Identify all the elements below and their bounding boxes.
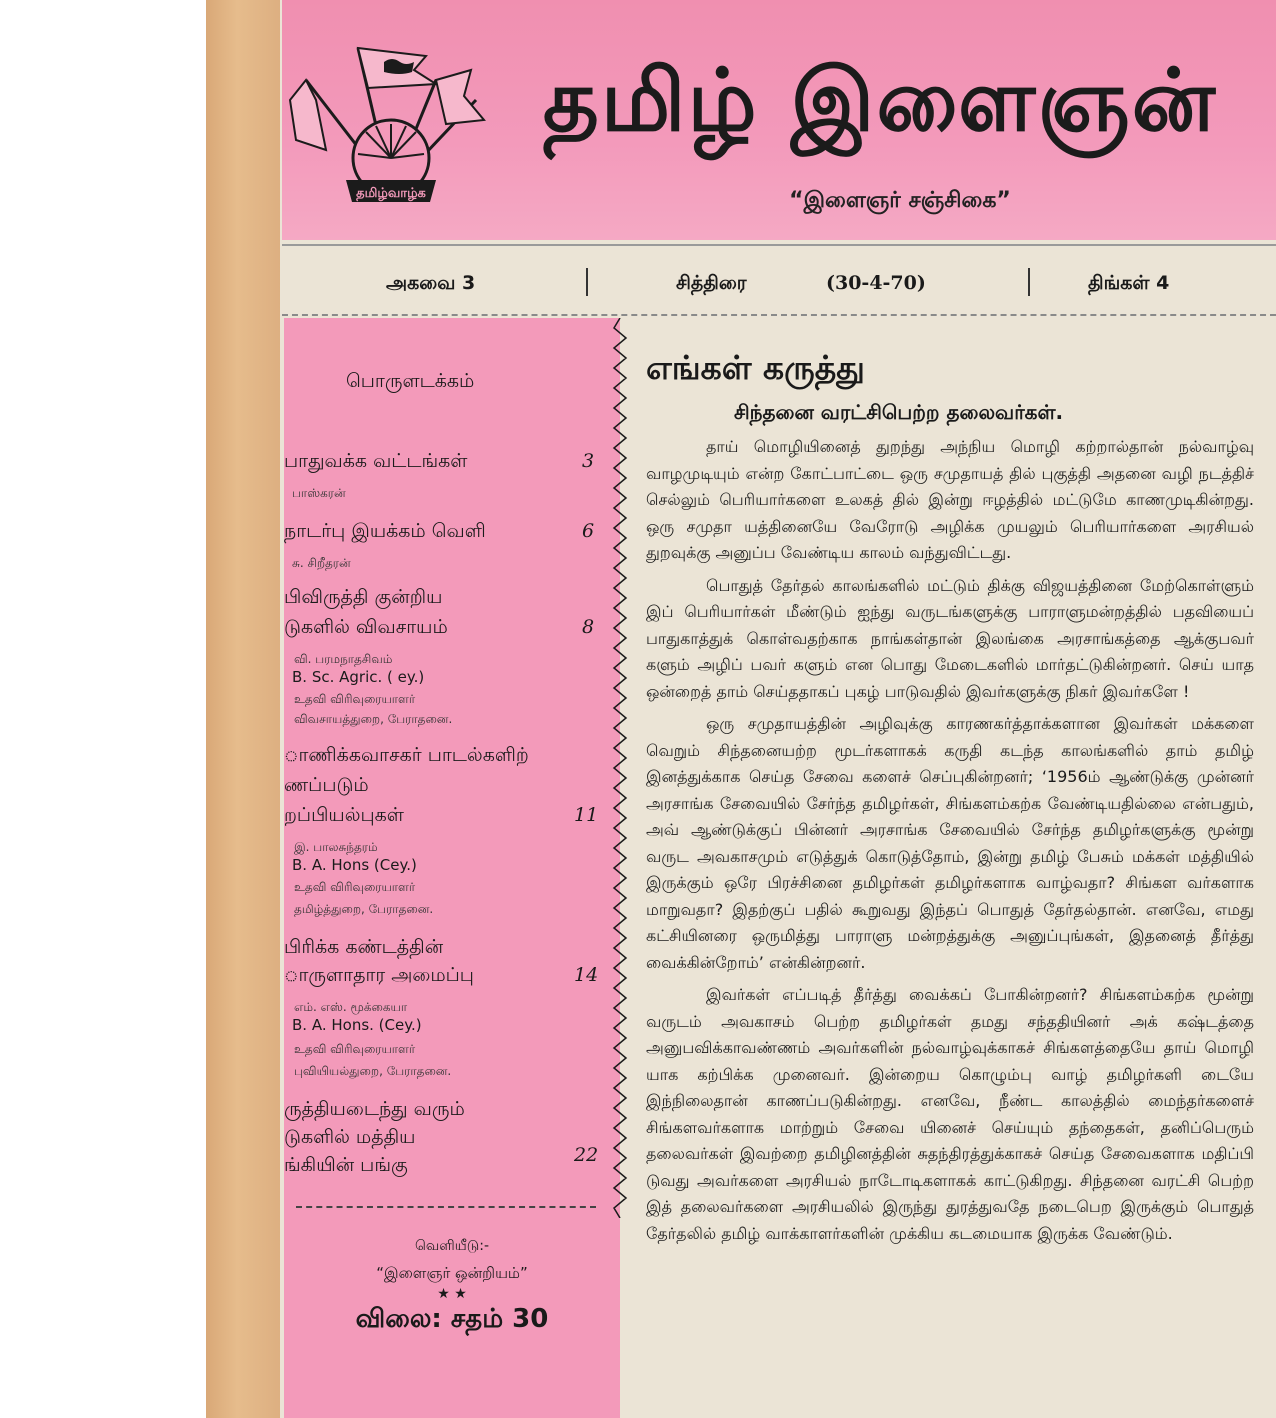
editorial-paragraph: இவர்கள் எப்படித் தீர்த்து வைக்கப் போகின்றனர்? சிங்களம்கற்க மூன்று வருடம் அவகாசம் பெற்ற தமிழர்கள் தமது சந்ததியினர் அக் கஷ்டத்தை அனுபவிக்காவண்ணம் அவர்களின் நல்வாழ்வுக்காகச் சிங்களத்தையே தாய் மொழி யாக கற்பிக்க முனைவர். இன்றைய கொழும்பு வாழ் தமிழர்களி டையே இந்நிலைதான் காணப்படுகின்றது. எனவே, நீண்ட காலத்தில் மைந்தர்களைச் சிங்களவர்களாக மாற்றும் சேவை யினைச் செய்யும் தந்தைகள், தனிப்பெரும் தலைவர்கள் இவற்றை தமிழினத்தின் சுதந்திரத்துக்காகச் செய்த சேவைகளாக மதிப்பி டுவது அவர்களை அரசியல் நாடோடிகளாகக் காட்டுகிறது. சிந்தனை வரட்சி பெற்ற இத் தலைவர்களை அரசியலில் இருந்து துரத்துவதே நடைபெற இருக்கும் பொதுத் தேர்தலில் தமிழ் வாக்காளர்களின் முக்கிய கடமையாக இருக்க வேண்டும்.	[646, 985, 1254, 1243]
toc-entry-title: ங்கியின் பங்கு	[284, 1154, 408, 1176]
toc-entry-role: உதவி விரிவுரையாளர்	[294, 692, 416, 706]
toc-heading: பொருளடக்கம்	[346, 370, 475, 392]
issue-volume: அகவை 3	[386, 272, 476, 294]
contents-sidebar	[284, 318, 620, 1418]
price-label: விலை: சதம் 30	[355, 1304, 549, 1334]
toc-entry-role: உதவி விரிவுரையாளர்	[294, 880, 416, 894]
toc-entry-title: டுகளில் மத்திய	[284, 1126, 416, 1148]
emblem-banner-text: தமிழ்வாழ்க	[356, 186, 426, 201]
editorial-body	[646, 434, 1254, 1253]
toc-entry-title: றப்பியல்புகள்	[284, 804, 404, 826]
toc-entry-page: 22	[574, 1144, 599, 1166]
toc-entry-dept: புவியியல்துறை, பேராதனை.	[294, 1064, 452, 1078]
toc-entry-page: 3	[582, 450, 595, 472]
toc-entry-title: நாடர்பு இயக்கம் வெளி	[284, 520, 486, 542]
book-binding-edge	[206, 0, 284, 1418]
toc-entry-degree: B. A. Hons. (Cey.)	[292, 1016, 422, 1034]
toc-entry-page: 11	[574, 804, 599, 826]
toc-entry-role: உதவி விரிவுரையாளர்	[294, 1042, 416, 1056]
publisher-label: வெளியீடு:-	[414, 1238, 490, 1254]
toc-entry-title: பாதுவக்க வட்டங்கள்	[284, 450, 468, 472]
publisher-name: “இளைஞர் ஒன்றியம்”	[376, 1264, 528, 1282]
toc-entry-author: சு. சிறீதரன்	[292, 556, 351, 570]
toc-entry-page: 6	[582, 520, 595, 542]
toc-entry-author: பாஸ்கரன்	[292, 486, 346, 500]
editorial-subheading: சிந்தனை வரட்சிபெற்ற தலைவர்கள்.	[734, 400, 1064, 424]
publisher-ornament: ★ ★	[437, 1286, 467, 1302]
issue-date: (30-4-70)	[826, 272, 926, 294]
toc-entry-author: வி. பரமநாதசிவம்	[294, 652, 393, 666]
issue-separator	[1028, 268, 1030, 296]
toc-entry-title: ாணிக்கவாசகர் பாடல்களிற்	[284, 744, 529, 766]
toc-entry-title: ாருளாதார அமைப்பு	[284, 964, 474, 986]
toc-entry-title: பிவிருத்தி குன்றிய	[284, 586, 443, 608]
masthead-title: தமிழ் இளைஞன்	[542, 50, 1218, 151]
editorial-heading: எங்கள் கருத்து	[646, 348, 865, 387]
flags-emblem-icon	[286, 40, 496, 210]
toc-entry-page: 8	[582, 616, 595, 638]
toc-entry-dept: விவசாயத்துறை, பேராதனை.	[294, 712, 453, 726]
zigzag-border	[612, 318, 628, 1218]
issue-info-bar	[282, 244, 1276, 316]
issue-month: சித்திரை	[676, 272, 747, 294]
toc-entry-degree: B. Sc. Agric. ( ey.)	[292, 668, 425, 686]
toc-entry-author: இ. பாலசுந்தரம்	[294, 840, 378, 854]
issue-separator	[586, 268, 588, 296]
editorial-paragraph: தாய் மொழியினைத் துறந்து அந்நிய மொழி கற்றால்தான் நல்வாழ்வு வாழமுடியும் என்ற கோட்பாட்டை ஒரு சமுதாயத் தில் புகுத்தி அதனை வழி நடத்திச் செல்லும் பெரியார்களை உலகத் தில் இன்று ஈழத்தில் மட்டுமே காணமுடிகின்றது. ஒரு சமுதா யத்தினையே வேரோடு அழிக்க முயலும் பெரியார்களை அரசியல் துறவுக்கு அனுப்ப வேண்டிய காலம் வந்துவிட்டது.	[646, 437, 1254, 562]
toc-entry-title: பிரிக்க கண்டத்தின்	[284, 936, 444, 958]
toc-entry-title: ருத்தியடைந்து வரும்	[284, 1098, 465, 1120]
toc-entry-author: எம். எஸ். மூக்கையா	[294, 1000, 408, 1014]
editorial-paragraph: பொதுத் தேர்தல் காலங்களில் மட்டும் திக்கு விஜயத்தினை மேற்கொள்ளும் இப் பெரியார்கள் மீண்டும் ஐந்து வருடங்களுக்கு பாராளுமன்றத்தில் பதவியைப் பாதுகாத்துக் கொள்வதற்காக நாங்கள்தான் இலங்கை அரசாங்கத்தை ஆக்குபவர் களும் அழிப் பவர் களும் என பொது மேடைகளில் மார்தட்டுகின்றனர். செய் யாத ஒன்றைத் தாம் செய்ததாகப் புகழ் பாடுவதில் இவர்களுக்கு நிகர் இவர்களே !	[646, 575, 1254, 701]
toc-entry-page: 14	[574, 964, 599, 986]
editorial-paragraph: ஒரு சமுதாயத்தின் அழிவுக்கு காரணகர்த்தாக்களான இவர்கள் மக்களை வெறும் சிந்தனையற்ற மூடர்களாகக் கருதி கடந்த காலங்களில் தாம் தமிழ் இனத்துக்காக செய்த சேவை களைச் செப்புகின்றனர்; ‘1956ம் ஆண்டுக்கு முன்னர் அரசாங்க சேவையில் சேர்ந்த தமிழர்கள், சிங்களம்கற்க வேண்டியதில்லை என்பதும், அவ் ஆண்டுக்குப் பின்னர் அரசாங்க சேவையில் சேர்ந்த தமிழர்களுக்கு மூன்று வருட அவகாசமும் எடுத்துக் கொடுத்தோம், இன்று தமிழ் பேசும் மக்கள் மத்தியில் இருக்கும் ஒரே பிரச்சினை தமிழர்கள் தமிழர்களாக வாழ்வதா? சிங்கள வர்களாக மாறுவதா? இதற்குப் பதில் கூறுவது இந்தப் பொதுத் தேர்தல்தான். எனவே, எமது கட்சியினரை ஒருமித்து பாராளு மன்றத்துக்கு அனுப்புங்கள், இதனைத் தீர்த்து வைக்கின்றோம்’ என்கின்றனர்.	[646, 714, 1254, 972]
toc-entry-title: ணப்படும்	[284, 774, 369, 796]
issue-number: திங்கள் 4	[1088, 272, 1170, 294]
sidebar-divider	[296, 1206, 596, 1210]
toc-entry-title: டுகளில் விவசாயம்	[284, 616, 448, 638]
toc-entry-dept: தமிழ்த்துறை, பேராதனை.	[294, 902, 434, 916]
toc-entry-degree: B. A. Hons (Cey.)	[292, 856, 417, 874]
masthead-subtitle: “இளைஞர் சஞ்சிகை”	[789, 188, 1011, 213]
